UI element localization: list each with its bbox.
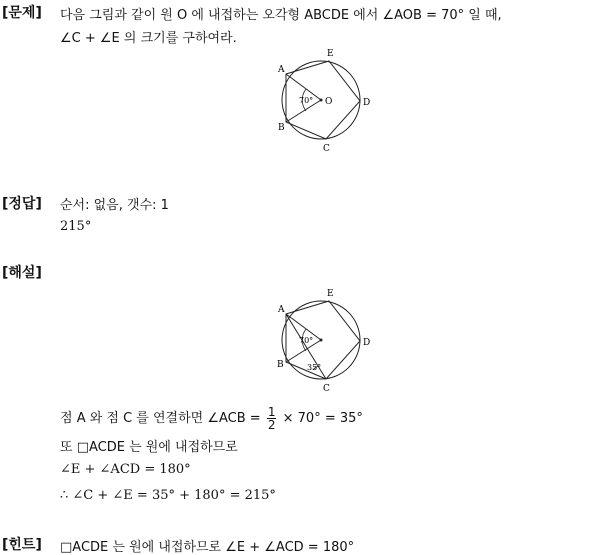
fig1-label-D: D: [363, 98, 371, 108]
solution-line-3: ∠E + ∠ACD = 180°: [60, 462, 191, 477]
figure-solution-pentagon: [270, 284, 380, 396]
solution-tag: [해설]: [2, 265, 42, 281]
fig2-angle-label: 70°: [299, 336, 314, 345]
problem-line-2: ∠C + ∠E 의 크기를 구하여라.: [60, 31, 237, 46]
fig2-label-C: C: [323, 384, 330, 394]
fig2-label-B: B: [277, 360, 284, 370]
problem-line-1: 다음 그림과 같이 원 O 에 내접하는 오각형 ABCDE 에서 ∠AOB = 70° 일 때,: [60, 8, 502, 23]
solution-line-1-post: × 70° = 35°: [282, 411, 363, 426]
solution-line-1: [60, 406, 363, 431]
answer-meta: 순서: 없음, 갯수: 1: [60, 198, 169, 213]
fig1-label-O: O: [325, 97, 333, 107]
fraction-denominator: 2: [267, 418, 276, 432]
solution-line-4: ∴ ∠C + ∠E = 35° + 180° = 215°: [60, 488, 276, 503]
fig2-label-D: D: [363, 338, 371, 348]
figure-inscribed-pentagon: [270, 44, 380, 156]
fraction-numerator: 1: [267, 405, 276, 419]
one-half-fraction: [267, 406, 277, 431]
fig1-angle-label: 70°: [299, 96, 314, 105]
answer-tag: [정답]: [2, 196, 42, 212]
hint-text: □ACDE 는 원에 내접하므로 ∠E + ∠ACD = 180°: [60, 540, 355, 555]
fig2-angle2-label: 35°: [307, 363, 322, 372]
hint-tag: [힌트]: [2, 537, 42, 553]
answer-value: 215°: [60, 219, 92, 234]
fig1-label-E: E: [327, 49, 334, 59]
solution-line-1-pre: 점 A 와 점 C 를 연결하면 ∠ACB =: [60, 411, 261, 426]
fig1-label-B: B: [278, 123, 285, 133]
problem-tag: [문제]: [2, 5, 42, 21]
fig2-label-E: E: [327, 289, 334, 299]
solution-line-2: 또 □ACDE 는 원에 내접하므로: [60, 440, 238, 455]
fig1-label-A: A: [278, 65, 285, 75]
fig2-label-A: A: [278, 305, 285, 315]
fig1-label-C: C: [323, 144, 330, 154]
